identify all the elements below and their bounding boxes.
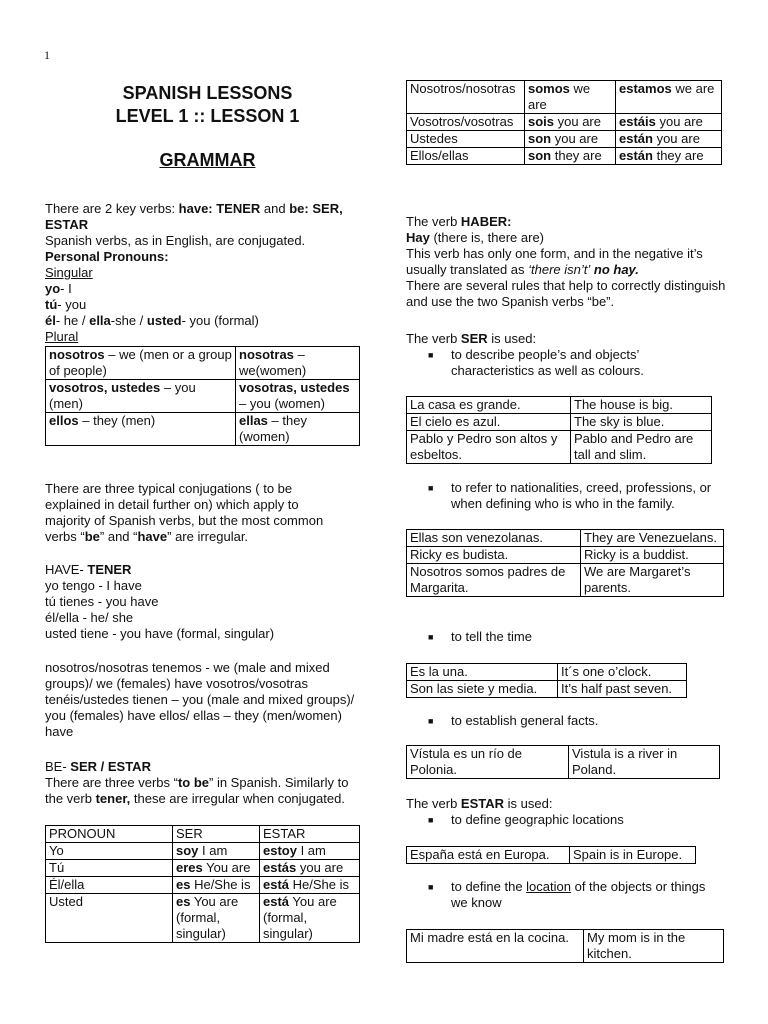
table-row: [407, 114, 722, 131]
conjugations-paragraph: There are three typical conjugations ( to be explained in detail further on) which apply to majority of Spanish verbs, but the most common verbs “be” and “have” are irregular.: [45, 481, 324, 544]
table-cell: son you are: [525, 131, 616, 148]
table-cell: somos we are: [525, 81, 616, 114]
intro-paragraph: [45, 201, 370, 233]
tener-heading: HAVE- TENER: [45, 562, 132, 577]
table-cell: Ellos/ellas: [407, 148, 525, 165]
ser-used-heading: The verb SER is used:: [406, 331, 537, 346]
table-row: [407, 746, 720, 779]
table-cell: ellos – they (men): [46, 413, 236, 446]
be-block: [45, 759, 370, 807]
bullet-icon: ■: [428, 716, 434, 726]
pronoun-text: - you: [57, 297, 87, 312]
pronoun-bold: yo: [45, 281, 61, 296]
intro-text: There are 2 key verbs:: [45, 201, 179, 216]
table-cell: Vístula es un río de Polonia.: [407, 746, 569, 779]
table-row: [46, 860, 360, 877]
example-table-location: [406, 929, 724, 963]
table-cell: Vosotros/vosotras: [407, 114, 525, 131]
table-row: [407, 397, 712, 414]
tener-plural-paragraph: nosotros/nosotras tenemos - we (male and mixed groups)/ we (females) have vosotros/vosotras tenéis/ustedes tienen – you (male and mixed groups)/ you (females) have ellos/ ellas – they (men/women) have: [45, 660, 355, 739]
intro-block: [45, 201, 370, 345]
example-table-time: [406, 663, 687, 698]
table-cell: Ustedes: [407, 131, 525, 148]
table-row: [46, 877, 360, 894]
tener-line: usted tiene - you have (formal, singular): [45, 626, 275, 641]
be-paragraph: There are three verbs “to be” in Spanish. Similarly to the verb tener, these are irregular when conjugated.: [45, 775, 349, 806]
table-cell: Nosotros somos padres de Margarita.: [407, 564, 581, 597]
table-cell: Ricky is a buddist.: [581, 547, 724, 564]
ser-estar-table: [45, 825, 360, 943]
conjugated-note: Spanish verbs, as in English, are conjugated.: [45, 233, 306, 248]
table-cell: My mom is in the kitchen.: [584, 930, 724, 963]
bullet-text: to define geographic locations: [451, 812, 624, 827]
pronoun-el: [45, 313, 370, 329]
header-cell: PRONOUN: [46, 826, 173, 843]
tener-line: tú tienes - you have: [45, 594, 159, 609]
header-cell: ESTAR: [260, 826, 360, 843]
table-cell: Vistula is a river in Poland.: [569, 746, 720, 779]
table-row: [46, 843, 360, 860]
pronoun-text: -she /: [110, 313, 147, 328]
plural-pronouns-table: [45, 346, 360, 446]
tener-line: él/ella - he/ she: [45, 610, 134, 625]
table-row: [46, 894, 360, 943]
table-cell: Yo: [46, 843, 173, 860]
pronoun-bold: usted: [146, 313, 182, 328]
table-cell: It’s half past seven.: [558, 681, 687, 698]
table-row: [407, 81, 722, 114]
table-cell: España está en Europa.: [407, 847, 570, 864]
ser-estar-plural-table: [406, 80, 722, 165]
example-table-nationality: [406, 529, 724, 597]
tener-line: yo tengo - I have: [45, 578, 142, 593]
table-cell: Spain is in Europe.: [570, 847, 696, 864]
pronoun-bold: él: [45, 313, 56, 328]
bullet-icon: ■: [428, 882, 434, 892]
intro-text: and: [260, 201, 290, 216]
table-cell: eres You are: [173, 860, 260, 877]
table-cell: soy I am: [173, 843, 260, 860]
haber-paragraph: This verb has only one form, and in the negative it’s usually translated as ‘there isn’t’ no hay.: [406, 246, 703, 277]
table-cell: es You are (formal, singular): [173, 894, 260, 943]
table-cell: nosotras – we(women): [236, 347, 360, 380]
haber-rules-paragraph: There are several rules that help to correctly distinguish and use the two Spanish verbs “be”.: [406, 278, 726, 309]
bullet-icon: ■: [428, 632, 434, 642]
bullet-icon: ■: [428, 815, 434, 825]
title-line-1: SPANISH LESSONS: [122, 83, 293, 103]
table-cell: están they are: [616, 148, 722, 165]
table-cell: sois you are: [525, 114, 616, 131]
table-row: [407, 547, 724, 564]
table-row: [46, 413, 360, 446]
grammar-heading: GRAMMAR: [159, 150, 256, 170]
table-cell: Nosotros/nosotras: [407, 81, 525, 114]
table-cell: Pablo and Pedro are tall and slim.: [571, 431, 712, 464]
table-cell: The sky is blue.: [571, 414, 712, 431]
table-row: [407, 664, 687, 681]
table-cell: está He/She is: [260, 877, 360, 894]
table-row: [407, 847, 696, 864]
table-cell: Ellas son venezolanas.: [407, 530, 581, 547]
pronoun-text: - he /: [55, 313, 90, 328]
table-row: [407, 431, 712, 464]
table-cell: Mi madre está en la cocina.: [407, 930, 584, 963]
haber-block: [406, 214, 726, 310]
intro-bold: be: SER,: [289, 201, 343, 216]
table-cell: Tú: [46, 860, 173, 877]
table-cell: We are Margaret’s parents.: [581, 564, 724, 597]
table-cell: It´s one o’clock.: [558, 664, 687, 681]
pronoun-bold: ella: [89, 313, 111, 328]
table-cell: están you are: [616, 131, 722, 148]
title-line-2: LEVEL 1 :: LESSON 1: [115, 106, 300, 126]
table-row: [46, 380, 360, 413]
table-cell: Él/ella: [46, 877, 173, 894]
estar-used-block: [406, 796, 726, 812]
table-cell: son they are: [525, 148, 616, 165]
pronoun-bold: tú: [45, 297, 58, 312]
table-cell: estáis you are: [616, 114, 722, 131]
plural-label: Plural: [45, 329, 79, 344]
pronoun-tu: [45, 297, 370, 313]
table-cell: está You are (formal, singular): [260, 894, 360, 943]
bullet-text: to tell the time: [451, 629, 532, 644]
table-cell: Pablo y Pedro son altos y esbeltos.: [407, 431, 571, 464]
pronoun-yo: [45, 281, 370, 297]
table-cell: estamos we are: [616, 81, 722, 114]
table-row: [407, 930, 724, 963]
table-cell: Usted: [46, 894, 173, 943]
table-cell: ellas – they (women): [236, 413, 360, 446]
bullet-text: to describe people’s and objects’ characteristics as well as colours.: [451, 347, 644, 378]
table-cell: Ricky es budista.: [407, 547, 581, 564]
example-table-facts: [406, 745, 720, 779]
header-cell: SER: [173, 826, 260, 843]
table-cell: El cielo es azul.: [407, 414, 571, 431]
intro-bold: ESTAR: [45, 217, 89, 232]
page-number: 1: [44, 48, 50, 62]
table-header-row: [46, 826, 360, 843]
hay-line: Hay (there is, there are): [406, 230, 545, 245]
table-cell: estoy I am: [260, 843, 360, 860]
table-row: [407, 681, 687, 698]
personal-pronouns-label: Personal Pronouns:: [45, 249, 169, 264]
bullet-text: to establish general facts.: [451, 713, 599, 728]
table-row: [407, 414, 712, 431]
bullet-icon: ■: [428, 350, 434, 360]
estar-used-heading: The verb ESTAR is used:: [406, 796, 553, 811]
intro-bold: have: TENER: [178, 201, 261, 216]
pronoun-text: - you (formal): [181, 313, 259, 328]
pronoun-text: - I: [60, 281, 72, 296]
table-cell: vosotros, ustedes – you (men): [46, 380, 236, 413]
tener-block: [45, 562, 370, 642]
table-cell: es He/She is: [173, 877, 260, 894]
table-cell: vosotras, ustedes – you (women): [236, 380, 360, 413]
singular-label: Singular: [45, 265, 93, 280]
table-cell: The house is big.: [571, 397, 712, 414]
table-cell: They are Venezuelans.: [581, 530, 724, 547]
table-cell: estás you are: [260, 860, 360, 877]
table-row: [407, 530, 724, 547]
table-row: [407, 131, 722, 148]
example-table-geography: [406, 846, 696, 864]
table-row: [407, 564, 724, 597]
haber-heading: The verb HABER:: [406, 214, 512, 229]
table-cell: La casa es grande.: [407, 397, 571, 414]
table-cell: Son las siete y media.: [407, 681, 558, 698]
be-heading: BE- SER / ESTAR: [45, 759, 151, 774]
bullet-icon: ■: [428, 483, 434, 493]
bullet-text: to define the location of the objects or things we know: [451, 879, 706, 910]
table-cell: Es la una.: [407, 664, 558, 681]
bullet-text: to refer to nationalities, creed, professions, or when defining who is who in the family.: [451, 480, 712, 511]
example-table-describe: [406, 396, 712, 464]
table-cell: nosotros – we (men or a group of people): [46, 347, 236, 380]
table-row: [46, 347, 360, 380]
table-row: [407, 148, 722, 165]
